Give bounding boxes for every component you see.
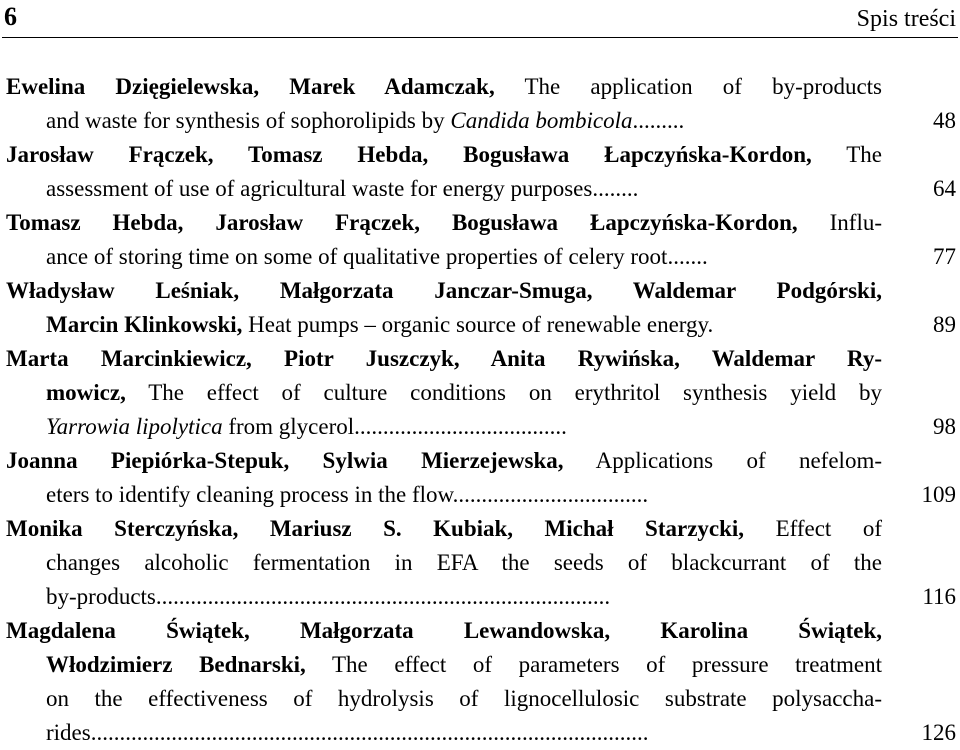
entry-authors: Włodzimierz Bednarski, — [46, 652, 306, 677]
toc-line — [6, 444, 882, 478]
leader-dots: ......... — [632, 108, 685, 133]
table-of-contents — [6, 70, 956, 750]
toc-entry[interactable] — [6, 444, 956, 512]
entry-authors: Marta Marcinkiewicz, Piotr Juszczyk, Anita Rywińska, Waldemar Ry- — [6, 346, 882, 371]
toc-entry[interactable] — [6, 512, 956, 614]
entry-authors: Jarosław Frączek, Tomasz Hebda, Bogusława Łapczyńska-Kordon, — [6, 142, 812, 167]
page-header — [0, 0, 960, 40]
entry-authors: mowicz, — [46, 380, 126, 405]
entry-title: from glycerol — [222, 414, 355, 439]
entry-authors: Monika Sterczyńska, Mariusz S. Kubiak, Michał Starzycki, — [6, 516, 745, 541]
entry-title: rides — [46, 720, 91, 745]
toc-line — [6, 206, 882, 240]
entry-page-number: 48 — [933, 108, 956, 133]
entry-authors: Joanna Piepiórka-Stepuk, Sylwia Mierzejewska, — [6, 448, 564, 473]
entry-title: Heat pumps – organic source of renewable energy — [242, 312, 708, 337]
toc-entry[interactable] — [6, 274, 956, 342]
toc-line — [6, 104, 956, 138]
toc-line — [6, 716, 956, 750]
entry-page-number: 89 — [933, 312, 956, 337]
toc-line — [6, 376, 882, 410]
leader-dots: ..................................... — [354, 414, 567, 439]
toc-line — [6, 478, 956, 512]
toc-line — [6, 70, 882, 104]
toc-line — [6, 342, 882, 376]
entry-title: The effect of parameters of pressure treatment — [305, 652, 882, 677]
entry-title: The application of by-products — [494, 74, 882, 99]
entry-title: The — [811, 142, 882, 167]
toc-line — [6, 648, 882, 682]
toc-line — [6, 512, 882, 546]
entry-title: ance of storing time on some of qualitative properties of celery root — [46, 244, 668, 269]
entry-title: assessment of use of agricultural waste for energy purposes — [46, 176, 593, 201]
entry-title: changes alcoholic fermentation in EFA the seeds of blackcurrant of the — [46, 550, 882, 575]
entry-page-number: 109 — [921, 482, 956, 507]
toc-line — [6, 172, 956, 206]
toc-line — [6, 240, 956, 274]
leader-dots: ....... — [667, 244, 708, 269]
entry-title: Applications of nefelom- — [563, 448, 882, 473]
toc-entry[interactable] — [6, 70, 956, 138]
entry-title-italic: Candida bombicola — [450, 108, 633, 133]
toc-entry[interactable] — [6, 614, 956, 750]
toc-line — [6, 308, 956, 342]
entry-page-number: 126 — [921, 720, 956, 745]
entry-title: on the effectiveness of hydrolysis of lignocellulosic substrate polysaccha- — [46, 686, 882, 711]
entry-title: Influ- — [797, 210, 882, 235]
leader-dots: ........ — [592, 176, 639, 201]
toc-line — [6, 682, 882, 716]
entry-title: and waste for synthesis of sophorolipids by — [46, 108, 451, 133]
running-head: Spis treści — [856, 6, 956, 32]
toc-line — [6, 546, 882, 580]
entry-page-number: 77 — [933, 244, 956, 269]
entry-page-number: 116 — [922, 584, 956, 609]
entry-page-number: 98 — [933, 414, 956, 439]
entry-authors: Magdalena Świątek, Małgorzata Lewandowska, Karolina Świątek, — [6, 618, 882, 643]
leader-dots: .................................. — [452, 482, 649, 507]
toc-line — [6, 580, 956, 614]
leader-dots: . — [707, 312, 714, 337]
entry-title: The effect of culture conditions on erythritol synthesis yield by — [125, 380, 882, 405]
entry-authors: Tomasz Hebda, Jarosław Frączek, Bogusława Łapczyńska-Kordon, — [6, 210, 798, 235]
leader-dots: ............................................................................... — [155, 584, 611, 609]
leader-dots: ................................................................................................. — [90, 720, 649, 745]
entry-title-italic: Yarrowia lipolytica — [46, 414, 223, 439]
page-number: 6 — [4, 2, 17, 31]
entry-title: by-products — [46, 584, 156, 609]
toc-line — [6, 138, 882, 172]
header-rule — [2, 37, 958, 38]
entry-title: eters to identify cleaning process in the flow — [46, 482, 453, 507]
toc-line — [6, 614, 882, 648]
toc-line — [6, 410, 956, 444]
entry-authors: Władysław Leśniak, Małgorzata Janczar-Smuga, Waldemar Podgórski, — [6, 278, 882, 303]
entry-title: Effect of — [744, 516, 882, 541]
toc-entry[interactable] — [6, 138, 956, 206]
toc-entry[interactable] — [6, 206, 956, 274]
entry-authors: Ewelina Dzięgielewska, Marek Adamczak, — [6, 74, 495, 99]
entry-page-number: 64 — [933, 176, 956, 201]
entry-authors: Marcin Klinkowski, — [46, 312, 243, 337]
toc-line — [6, 274, 882, 308]
toc-entry[interactable] — [6, 342, 956, 444]
